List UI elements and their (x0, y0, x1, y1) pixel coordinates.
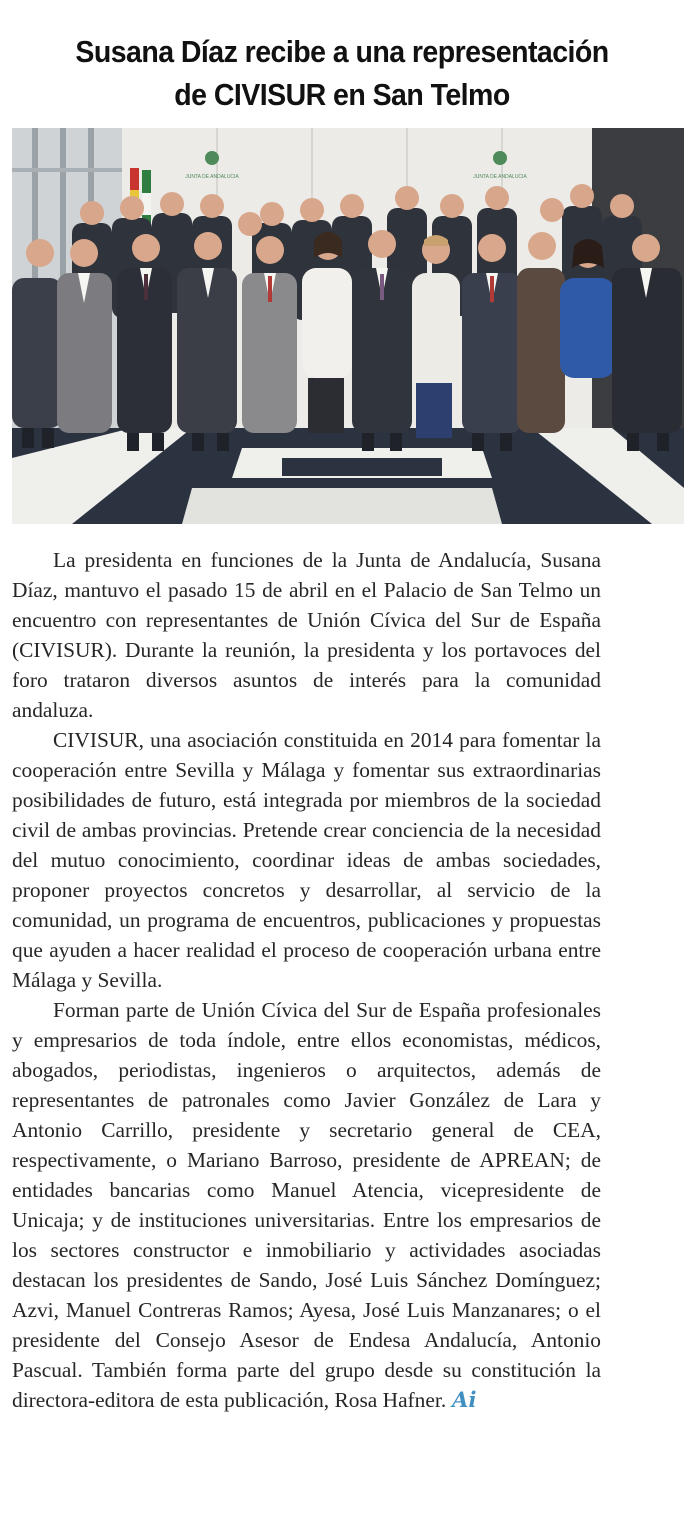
paragraph-3-text: Forman parte de Unión Cívica del Sur de España profesionales y empresarios de toda índole, entre ellos economistas, médicos, abogados, periodistas, ingenieros o arquitectos, además de representantes de patronales como Javier González de Lara y Antonio Carrillo, presidente y secretario general de CEA, respectivamente, o Mariano Barroso, presidente de APREAN; de entidades bancarias como Manuel Atencia, vicepresidente de Unicaja; y de instituciones universitarias. Entre los empresarios de los sectores constructor e inmobiliario y actividades asociadas destacan los presidentes de Sando, José Luis Sánchez Domínguez; Azvi, Manuel Contreras Ramos; Ayesa, José Luis Manzanares; o el presidente del Consejo Asesor de Endesa Andalucía, Antonio Pascual. También forma parte del grupo desde su constitución la directora-editora de esta publicación, Rosa Hafner. (12, 998, 601, 1412)
paragraph-3 (12, 995, 601, 1415)
headline-line-1: Susana Díaz recibe a una representación (75, 34, 609, 69)
paragraph-1: La presidenta en funciones de la Junta de Andalucía, Susana Díaz, mantuvo el pasado 15 de abril en el Palacio de San Telmo un encuentro con representantes de Unión Cívica del Sur de España (CIVISUR). Durante la reunión, la presidenta y los portavoces del foro trataron diversos asuntos de interés para la comunidad andaluza. (12, 548, 601, 722)
ai-logo-icon: Ai (452, 1387, 477, 1412)
group-photo (12, 128, 684, 524)
paragraph-2: CIVISUR, una asociación constituida en 2014 para fomentar la cooperación entre Sevilla y Málaga y fomentar sus extraordinarias posibilidades de futuro, está integrada por miembros de la sociedad civil de ambas provincias. Pretende crear conciencia de la necesidad del mutuo conocimiento, coordinar ideas de ambas sociedades, proponer proyectos concretos y desarrollar, al servicio de la comunidad, un programa de encuentros, publicaciones y propuestas que ayuden a hacer realidad el proceso de cooperación urbana entre Málaga y Sevilla. (12, 728, 601, 992)
article-body (12, 545, 601, 1415)
headline (27, 30, 656, 116)
banner-text-left: JUNTA DE ANDALUCIA (185, 174, 239, 180)
banner-text-right: JUNTA DE ANDALUCIA (473, 174, 527, 180)
headline-line-2: de CIVISUR en San Telmo (174, 77, 510, 112)
